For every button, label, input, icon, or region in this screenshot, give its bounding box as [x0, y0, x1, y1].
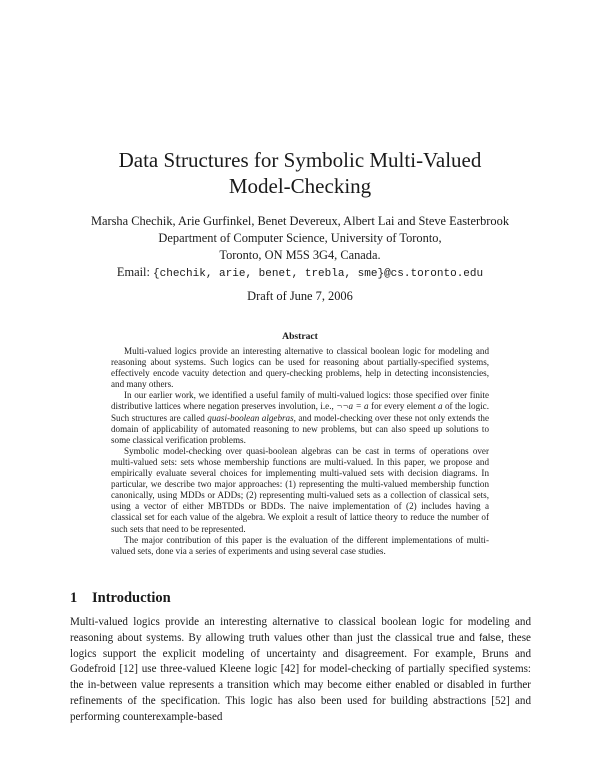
author-department: Department of Computer Science, University of Toronto, [158, 231, 442, 245]
intro-text-a: Multi-valued logics provide an interesting alternative to classical boolean logic for modeling and reasoning about systems. By allowing truth values other than just the classical [70, 616, 531, 644]
abstract-p2-text-d: , and model-checking over these not only extends the domain of applicability of automated reasoning to new problems, but can also speed up solutions to some classical verification problems. [111, 412, 489, 445]
abstract-p2-text-c: of the logic. Such structures are called [111, 401, 489, 423]
abstract-heading: Abstract [282, 331, 318, 342]
intro-body [70, 615, 531, 726]
abstract-p2-text-b: for every element [368, 401, 438, 412]
intro-false-word: false [479, 632, 502, 644]
email-domain: @cs.toronto.edu [384, 268, 484, 280]
abstract-p2-emphasis: quasi-boolean algebras [207, 412, 294, 423]
author-email [0, 264, 600, 283]
title-line-1: Data Structures for Symbolic Multi-Valued [118, 148, 482, 172]
intro-text-c: , these logics support the explicit modeling of uncertainty and disagreement. For example, Bruns and Godefroid [12] use three-valued Kleene logic [42] for model-checking of partially specified systems: the in-between value represents a transition which may become either enabled or disabled in further refinements of the specification. This logic has also been used for building abstractions [52] and performing counterexample-based [70, 631, 531, 723]
abstract-paragraph-2 [111, 390, 489, 445]
abstract-body [111, 346, 489, 557]
abstract-p2-math: ¬¬a = a [336, 401, 369, 412]
abstract-p2-text-a: In our earlier work, we identified a useful family of multi-valued logics: those specified over finite distributive lattices where negation preserves involution, i.e., [111, 390, 489, 412]
abstract-paragraph-3: Symbolic model-checking over quasi-boolean algebras can be cast in terms of operations over multi-valued sets: sets whose membership functions are multi-valued. In this paper, we propose and empirically evaluate several choices for implementing multi-valued sets with decision diagrams. In particular, we describe two major approaches: (1) representing the multi-valued membership function canonically, using MDDs or ADDs; (2) representing multi-valued sets as a collection of classical sets, using a vector of either MBTDDs or BDDs. The naive implementation of (2) includes having a classical set for each value of the algebra. We exploit a result of lattice theory to reduce the number of such sets that need to be represented. [111, 445, 489, 534]
author-address: Toronto, ON M5S 3G4, Canada. [219, 248, 381, 262]
author-names: Marsha Chechik, Arie Gurfinkel, Benet Devereux, Albert Lai and Steve Easterbrook [90, 214, 510, 228]
intro-true-word: true [436, 632, 455, 644]
abstract-paragraph-4: The major contribution of this paper is the evaluation of the different implementations of multi-valued sets, done via a series of experiments and using several case studies. [111, 534, 489, 556]
draft-date: Draft of June 7, 2006 [247, 289, 353, 303]
section-title: Introduction [92, 590, 171, 606]
intro-paragraph [70, 615, 531, 726]
email-users-wrap [153, 265, 384, 279]
email-users: {chechik, arie, benet, trebla, sme} [153, 268, 385, 280]
title-line-2: Model-Checking [228, 174, 372, 198]
abstract-paragraph-1: Multi-valued logics provide an interesting alternative to classical boolean logic for modeling and reasoning about systems. Such logics can be used for reasoning about partially-specified systems, effectively encode vacuity detection and query-checking problems, help in detecting inconsistencies, and many others. [111, 346, 489, 390]
email-label: Email: [116, 265, 150, 279]
author-block [0, 213, 600, 283]
abstract-p2-variable: a [437, 401, 443, 412]
section-number: 1 [70, 590, 78, 606]
section-heading [70, 590, 171, 607]
paper-title [0, 147, 600, 199]
intro-text-b: and [454, 631, 480, 644]
